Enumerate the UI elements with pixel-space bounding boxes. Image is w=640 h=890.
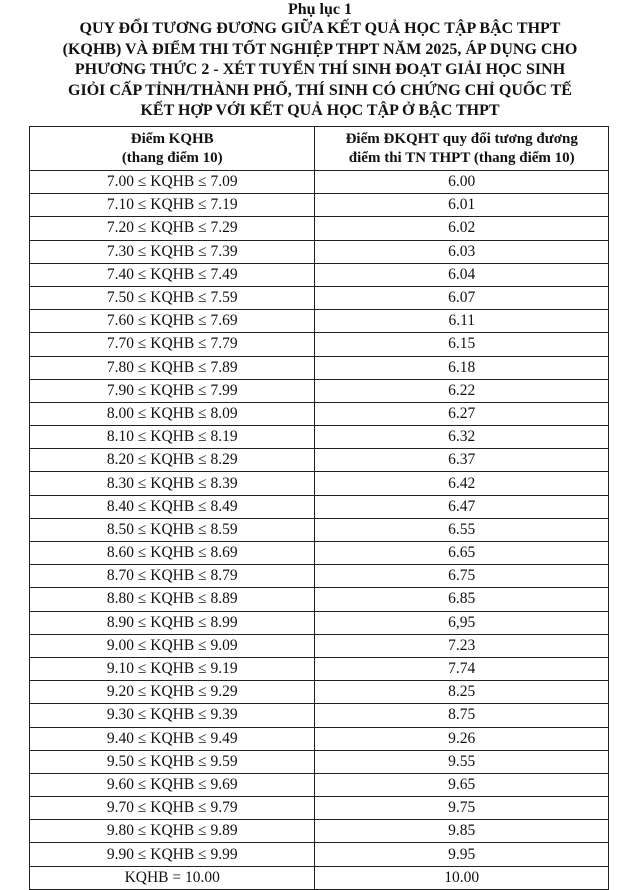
converted-score-cell: 9.75 [315, 797, 609, 820]
converted-score-cell: 6.55 [315, 518, 609, 541]
table-row [30, 240, 609, 263]
converted-score-cell: 8.75 [315, 704, 609, 727]
kqhb-range-cell: 7.60 ≤ KQHB ≤ 7.69 [30, 310, 315, 333]
converted-score-cell: 6.02 [315, 217, 609, 240]
converted-score-cell: 6.75 [315, 565, 609, 588]
kqhb-range-cell: 9.70 ≤ KQHB ≤ 9.79 [30, 797, 315, 820]
converted-score-cell: 6.65 [315, 542, 609, 565]
kqhb-range-cell: 7.00 ≤ KQHB ≤ 7.09 [30, 171, 315, 194]
table-row [30, 727, 609, 750]
kqhb-range-cell: 8.80 ≤ KQHB ≤ 8.89 [30, 588, 315, 611]
kqhb-range-cell: 7.20 ≤ KQHB ≤ 7.29 [30, 217, 315, 240]
kqhb-range-cell: KQHB = 10.00 [30, 866, 315, 889]
header-converted-line2: điểm thi TN THPT (thang điểm 10) [348, 149, 575, 166]
table-row [30, 472, 609, 495]
kqhb-range-cell: 8.00 ≤ KQHB ≤ 8.09 [30, 402, 315, 425]
table-row [30, 681, 609, 704]
converted-score-cell: 7.23 [315, 634, 609, 657]
converted-score-cell: 6.18 [315, 356, 609, 379]
kqhb-range-cell: 7.10 ≤ KQHB ≤ 7.19 [30, 194, 315, 217]
converted-score-cell: 6.22 [315, 379, 609, 402]
converted-score-cell: 6.27 [315, 402, 609, 425]
title-line: GIỎI CẤP TỈNH/THÀNH PHỐ, THÍ SINH CÓ CHỨNG CHỈ QUỐC TẾ [68, 81, 572, 99]
kqhb-range-cell: 7.70 ≤ KQHB ≤ 7.79 [30, 333, 315, 356]
kqhb-range-cell: 9.90 ≤ KQHB ≤ 9.99 [30, 843, 315, 866]
table-row [30, 843, 609, 866]
kqhb-range-cell: 7.30 ≤ KQHB ≤ 7.39 [30, 240, 315, 263]
title-line: (KQHB) VÀ ĐIỂM THI TỐT NGHIỆP THPT NĂM 2025, ÁP DỤNG CHO [62, 40, 578, 58]
converted-score-cell: 9.85 [315, 820, 609, 843]
kqhb-range-cell: 9.20 ≤ KQHB ≤ 9.29 [30, 681, 315, 704]
kqhb-range-cell: 9.80 ≤ KQHB ≤ 9.89 [30, 820, 315, 843]
table-row [30, 356, 609, 379]
kqhb-range-cell: 8.40 ≤ KQHB ≤ 8.49 [30, 495, 315, 518]
title-line: QUY ĐỔI TƯƠNG ĐƯƠNG GIỮA KẾT QUẢ HỌC TẬP BẬC THPT [79, 20, 561, 37]
kqhb-range-cell: 7.40 ≤ KQHB ≤ 7.49 [30, 263, 315, 286]
table-row [30, 379, 609, 402]
converted-score-cell: 6.07 [315, 286, 609, 309]
table-row [30, 565, 609, 588]
converted-score-cell: 6.04 [315, 263, 609, 286]
kqhb-range-cell: 9.10 ≤ KQHB ≤ 9.19 [30, 657, 315, 680]
table-row [30, 542, 609, 565]
table-row [30, 750, 609, 773]
table-row [30, 518, 609, 541]
table-row [30, 333, 609, 356]
kqhb-range-cell: 8.70 ≤ KQHB ≤ 8.79 [30, 565, 315, 588]
table-row [30, 704, 609, 727]
converted-score-cell: 6.00 [315, 171, 609, 194]
table-header-row [30, 127, 609, 171]
header-converted-score [315, 127, 609, 171]
table-row [30, 286, 609, 309]
converted-score-cell: 10.00 [315, 866, 609, 889]
converted-score-cell: 6.03 [315, 240, 609, 263]
kqhb-range-cell: 8.20 ≤ KQHB ≤ 8.29 [30, 449, 315, 472]
table-row [30, 588, 609, 611]
kqhb-range-cell: 7.50 ≤ KQHB ≤ 7.59 [30, 286, 315, 309]
kqhb-range-cell: 9.40 ≤ KQHB ≤ 9.49 [30, 727, 315, 750]
kqhb-range-cell: 7.90 ≤ KQHB ≤ 7.99 [30, 379, 315, 402]
converted-score-cell: 6.85 [315, 588, 609, 611]
table-row [30, 634, 609, 657]
kqhb-range-cell: 7.80 ≤ KQHB ≤ 7.89 [30, 356, 315, 379]
header-kqhb-line2: (thang điểm 10) [121, 149, 223, 166]
header-kqhb [30, 127, 315, 171]
converted-score-cell: 9.55 [315, 750, 609, 773]
converted-score-cell: 9.95 [315, 843, 609, 866]
converted-score-cell: 6.47 [315, 495, 609, 518]
table-row [30, 194, 609, 217]
kqhb-range-cell: 9.00 ≤ KQHB ≤ 9.09 [30, 634, 315, 657]
conversion-table [29, 126, 609, 890]
kqhb-range-cell: 8.10 ≤ KQHB ≤ 8.19 [30, 426, 315, 449]
document-title [0, 19, 640, 122]
title-line: PHƯƠNG THỨC 2 - XÉT TUYỂN THÍ SINH ĐOẠT GIẢI HỌC SINH [74, 61, 566, 78]
header-kqhb-line1: Điểm KQHB [130, 130, 214, 147]
kqhb-range-cell: 8.90 ≤ KQHB ≤ 8.99 [30, 611, 315, 634]
table-row [30, 171, 609, 194]
converted-score-cell: 6.42 [315, 472, 609, 495]
kqhb-range-cell: 8.60 ≤ KQHB ≤ 8.69 [30, 542, 315, 565]
table-row [30, 773, 609, 796]
table-row [30, 217, 609, 240]
converted-score-cell: 6.15 [315, 333, 609, 356]
kqhb-range-cell: 8.50 ≤ KQHB ≤ 8.59 [30, 518, 315, 541]
table-row [30, 310, 609, 333]
converted-score-cell: 6.32 [315, 426, 609, 449]
kqhb-range-cell: 9.50 ≤ KQHB ≤ 9.59 [30, 750, 315, 773]
table-body [30, 171, 609, 890]
kqhb-range-cell: 9.30 ≤ KQHB ≤ 9.39 [30, 704, 315, 727]
appendix-label: Phụ lục 1 [287, 1, 352, 18]
table-row [30, 263, 609, 286]
converted-score-cell: 6.37 [315, 449, 609, 472]
table-row [30, 449, 609, 472]
title-line: KẾT HỢP VỚI KẾT QUẢ HỌC TẬP Ở BẬC THPT [140, 102, 500, 119]
converted-score-cell: 8.25 [315, 681, 609, 704]
table-row [30, 495, 609, 518]
converted-score-cell: 6.11 [315, 310, 609, 333]
table-row [30, 866, 609, 889]
table-row [30, 426, 609, 449]
converted-score-cell: 6.01 [315, 194, 609, 217]
converted-score-cell: 7.74 [315, 657, 609, 680]
kqhb-range-cell: 9.60 ≤ KQHB ≤ 9.69 [30, 773, 315, 796]
table-row [30, 657, 609, 680]
converted-score-cell: 9.65 [315, 773, 609, 796]
kqhb-range-cell: 8.30 ≤ KQHB ≤ 8.39 [30, 472, 315, 495]
converted-score-cell: 9.26 [315, 727, 609, 750]
converted-score-cell: 6,95 [315, 611, 609, 634]
table-row [30, 797, 609, 820]
header-converted-line1: Điểm ĐKQHT quy đổi tương đương [345, 130, 578, 147]
table-row [30, 820, 609, 843]
table-row [30, 402, 609, 425]
table-row [30, 611, 609, 634]
